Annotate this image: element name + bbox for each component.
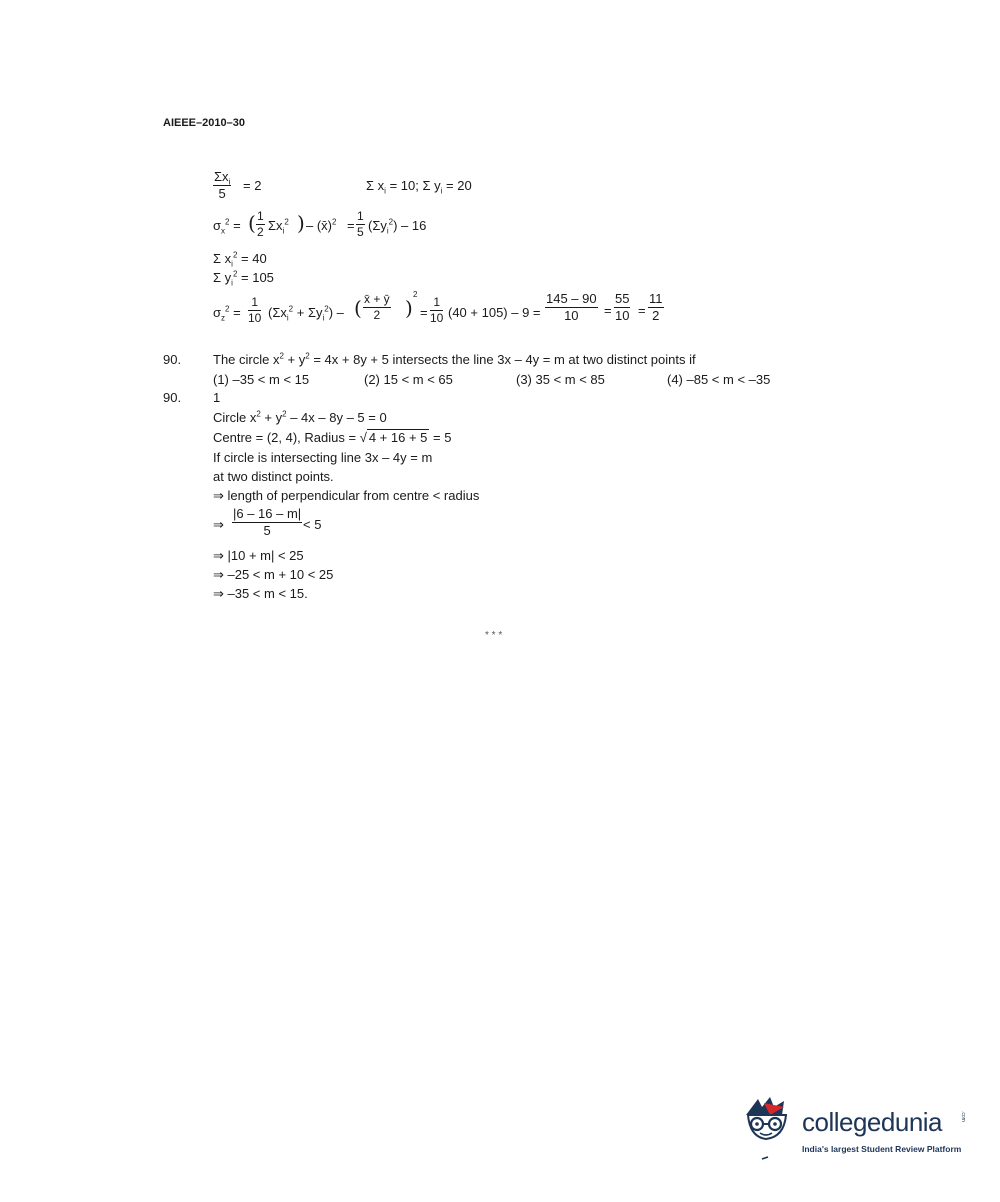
mascot-icon <box>740 1093 802 1165</box>
sum-x-squared-value: Σ $x_i^2 = 40$ <box>213 250 267 269</box>
answer-number: 90. <box>163 390 182 405</box>
implies-arrow: ⇒ <box>213 517 224 532</box>
logo-domain: .com <box>960 1111 966 1122</box>
collegedunia-logo <box>740 1093 970 1165</box>
distinct-points-text: at two distinct points. <box>213 469 334 484</box>
paren-close-2: ) <box>405 296 413 320</box>
fraction-one-tenth: $\frac{1}{10}$ <box>248 295 262 325</box>
intersect-text: If circle is intersecting line 3x – 4y = m <box>213 450 433 465</box>
paren-open: ( <box>248 211 256 235</box>
exponent-2: 2 <box>413 290 418 299</box>
option-2: (2) 15 < m < 65 <box>364 372 453 387</box>
eq-text: = 2 <box>243 178 262 193</box>
eq-text-3: = <box>420 305 428 320</box>
paren-sum-text: (40 + 105) – 9 = <box>448 305 541 320</box>
sigma-z-variance: $\sigma_z^2$ = <box>213 304 241 323</box>
fraction-55-10: $\frac{55}{10}$ <box>615 291 630 323</box>
logo-wordmark: collegedunia <box>802 1107 943 1137</box>
logo-tagline: India's largest Student Review Platform <box>802 1144 962 1154</box>
sigma-x-variance: $\sigma_x^2$ = <box>213 217 241 236</box>
fraction-11-2: $\frac{11}{2}$ <box>649 291 663 323</box>
option-3: (3) 35 < m < 85 <box>516 372 605 387</box>
eq-text-5: = <box>638 303 646 318</box>
sum-x-squared: $\Sigma x_i^2$ <box>268 217 289 236</box>
less-than-5: < 5 <box>303 517 322 532</box>
step-range: ⇒ –25 < m + 10 < 25 <box>213 567 334 582</box>
fraction-sum-x-over-5: $\Sigma x_i$ 5 <box>214 169 231 201</box>
step-final: ⇒ –35 < m < 15. <box>213 586 308 601</box>
sum-y-squared-value: Σ $y_i^2 = 105$ <box>213 269 274 288</box>
sum-values-text: Σ $x_i = 10$; Σ $y_i = 20$ <box>366 178 472 196</box>
fraction-mean-sum-over-2: $\frac{x̄ + ȳ}{2}$ <box>364 292 390 322</box>
centre-radius: Centre = (2, 4), Radius = √ 4 + 16 + 5 = 5 <box>213 430 452 445</box>
sum-y-squared-minus-16: $(\Sigma y_i^2) - 16$ <box>368 217 427 236</box>
mean-squared: – (x̄)$^2$ <box>306 217 337 233</box>
fraction-one-half: $\frac{1}{2}$ <box>257 209 264 239</box>
answer-value: 1 <box>213 390 221 405</box>
page-header-code: AIEEE–2010–30 <box>163 117 245 129</box>
perpendicular-text: ⇒ length of perpendicular from centre < radius <box>213 488 480 503</box>
option-4: (4) –85 < m < –35 <box>667 372 771 387</box>
question-text: The circle $x^2 + y^2 = 4x + 8y + 5$ intersects the line 3x – 4y = m at two distinct points if <box>213 351 696 367</box>
step-abs: ⇒ |10 + m| < 25 <box>213 548 304 563</box>
fraction-one-tenth-2: $\frac{1}{10}$ <box>430 295 444 325</box>
fraction-distance-over-5: $\frac{|6 - 16 - m|}{5}$ <box>233 506 302 538</box>
eq-text-4: = <box>604 303 612 318</box>
circle-equation: Circle $x^2 + y^2 - 4x - 8y - 5 = 0$ <box>213 409 387 425</box>
option-1: (1) –35 < m < 15 <box>213 372 310 387</box>
paren-close: ) <box>297 211 305 235</box>
sum-xy-squares: $(\Sigma x_i^2 + \Sigma y_i^2)$ – <box>268 304 344 323</box>
paren-open-2: ( <box>354 296 362 320</box>
fraction-145-90: $\frac{145 - 90}{10}$ <box>546 291 597 323</box>
question-number: 90. <box>163 352 182 367</box>
fraction-one-fifth: $\frac{1}{5}$ <box>357 209 364 239</box>
end-mark: * * * <box>485 630 503 641</box>
eq-text-2: = <box>347 218 355 233</box>
